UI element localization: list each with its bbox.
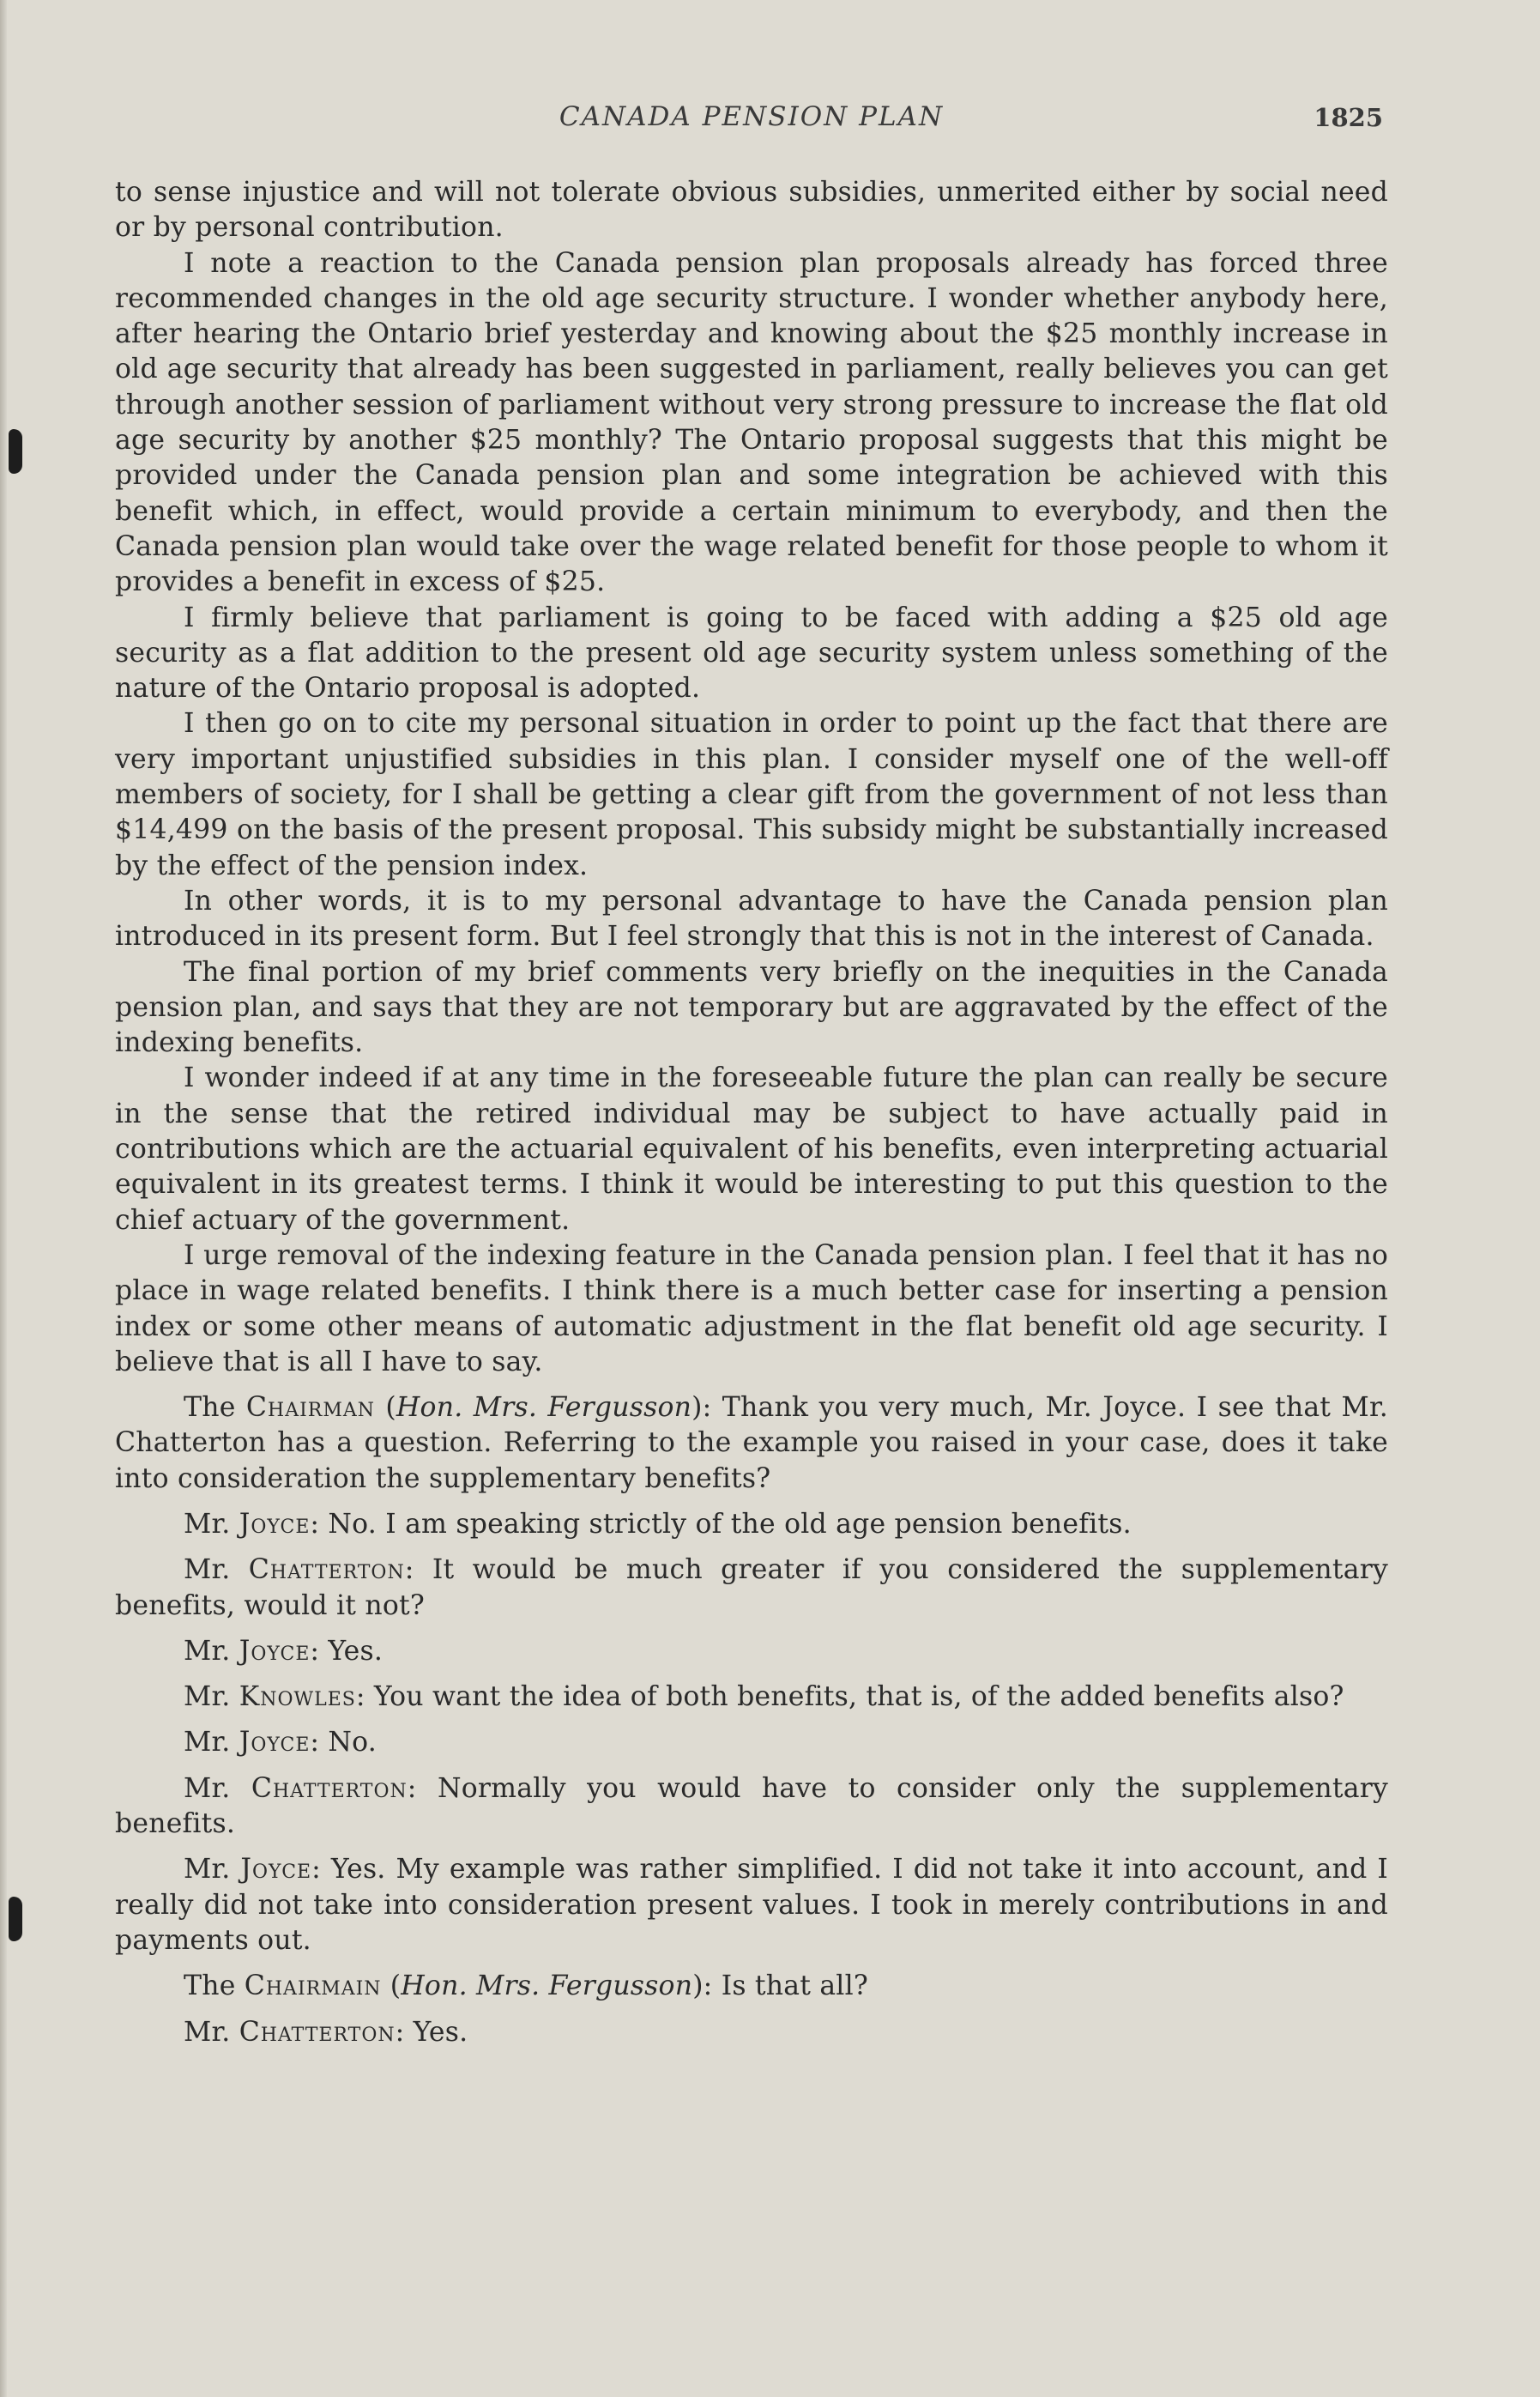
- dialogue-line: Mr. Knowles: You want the idea of both benefits, that is, of the added benefits also?: [184, 1681, 1344, 1713]
- speaker-title: Hon. Mrs. Fergusson: [396, 1392, 692, 1424]
- speaker-name: Joyce: [240, 1854, 312, 1886]
- paragraph: I then go on to cite my personal situation in order to point up the fact that there are very important unjustified subsidies in this plan. I consider myself one of the well-off members of society, for I shall be getting a clear gift from the government of not less than $14,499 on the basis of the present proposal. This subsidy might be substantially increased by the effect of the pension index.: [115, 708, 1388, 881]
- dialogue-line: Mr. Joyce: Yes. My example was rather simplified. I did not take it into account, and I really did not take into consideration present values. I took in merely contributions in and payments out.: [115, 1854, 1388, 1956]
- paragraph: I urge removal of the indexing feature in the Canada pension plan. I feel that it has no place in wage related benefits. I think there is a much better case for inserting a pension index or some other means of automatic adjustment in the flat benefit old age security. I believe that is all I have to say.: [115, 1239, 1388, 1377]
- paragraph: I firmly believe that parliament is going to be faced with adding a $25 old age security as a flat addition to the present old age security system unless something of the nature of the Ontario proposal is adopted.: [115, 602, 1388, 705]
- body-text: [115, 175, 1388, 2050]
- dialogue-line: Mr. Joyce: Yes.: [184, 1635, 383, 1667]
- speaker-name: Knowles: [239, 1681, 356, 1713]
- speaker-name: Joyce: [239, 1508, 311, 1540]
- binding-mark: [9, 1897, 22, 1941]
- dialogue-line: The Chairmain (Hon. Mrs. Fergusson): Is that all?: [184, 1970, 868, 2002]
- paragraph: I note a reaction to the Canada pension plan proposals already has forced three recommended changes in the old age security structure. I wonder whether anybody here, after hearing the Ontario brief yesterday and knowing about the $25 monthly increase in old age security that already has been suggested in parliament, really believes you can get through another session of parliament without very strong pressure to increase the flat old age security by another $25 monthly? The Ontario proposal suggests that this might be provided under the Canada pension plan and some integration be achieved with this benefit which, in effect, would provide a certain minimum to everybody, and then the Canada pension plan would take over the wage related benefit for those people to whom it provides a benefit in excess of $25.: [115, 247, 1388, 598]
- binding-mark: [9, 429, 22, 474]
- page-number: 1825: [1314, 103, 1383, 132]
- page-header: [115, 101, 1388, 142]
- page-edge: [0, 0, 7, 2397]
- dialogue-line: The Chairman (Hon. Mrs. Fergusson): Thank you very much, Mr. Joyce. I see that Mr. Chatterton has a question. Referring to the example you raised in your case, does it take into consideration the supplementary benefits?: [115, 1392, 1388, 1494]
- speaker-title: Hon. Mrs. Fergusson: [401, 1970, 693, 2002]
- speaker-name: Chairman: [245, 1392, 376, 1424]
- speaker-name: Joyce: [239, 1635, 311, 1667]
- running-head: CANADA PENSION PLAN: [559, 101, 945, 132]
- speaker-name: Joyce: [239, 1727, 311, 1758]
- speaker-name: Chairmain: [244, 1970, 382, 2002]
- paragraph: I wonder indeed if at any time in the foreseeable future the plan can really be secure in the sense that the retired individual may be subject to have actually paid in contributions which are the actuarial equivalent of his benefits, even interpreting actuarial equivalent in its greatest terms. I think it would be interesting to put this question to the chief actuary of the government.: [115, 1062, 1388, 1236]
- dialogue-line: Mr. Chatterton: Normally you would have to consider only the supplementary benefits.: [115, 1772, 1388, 1840]
- paragraph: to sense injustice and will not tolerate obvious subsidies, unmerited either by social need or by personal contribution.: [115, 177, 1388, 244]
- dialogue-line: Mr. Chatterton: It would be much greater if you considered the supplementary benefits, would it not?: [115, 1554, 1388, 1621]
- dialogue-line: Mr. Chatterton: Yes.: [184, 2016, 468, 2048]
- speaker-name: Chatterton: [248, 1554, 405, 1586]
- dialogue-line: Mr. Joyce: No. I am speaking strictly of the old age pension benefits.: [184, 1508, 1132, 1540]
- paragraph: The final portion of my brief comments very briefly on the inequities in the Canada pension plan, and says that they are not temporary but are aggravated by the effect of the indexing benefits.: [115, 956, 1388, 1059]
- paragraph: In other words, it is to my personal advantage to have the Canada pension plan introduced in its present form. But I feel strongly that this is not in the interest of Canada.: [115, 885, 1388, 953]
- speaker-name: Chatterton: [239, 2016, 396, 2048]
- speaker-name: Chatterton: [251, 1772, 408, 1804]
- dialogue-line: Mr. Joyce: No.: [184, 1727, 377, 1758]
